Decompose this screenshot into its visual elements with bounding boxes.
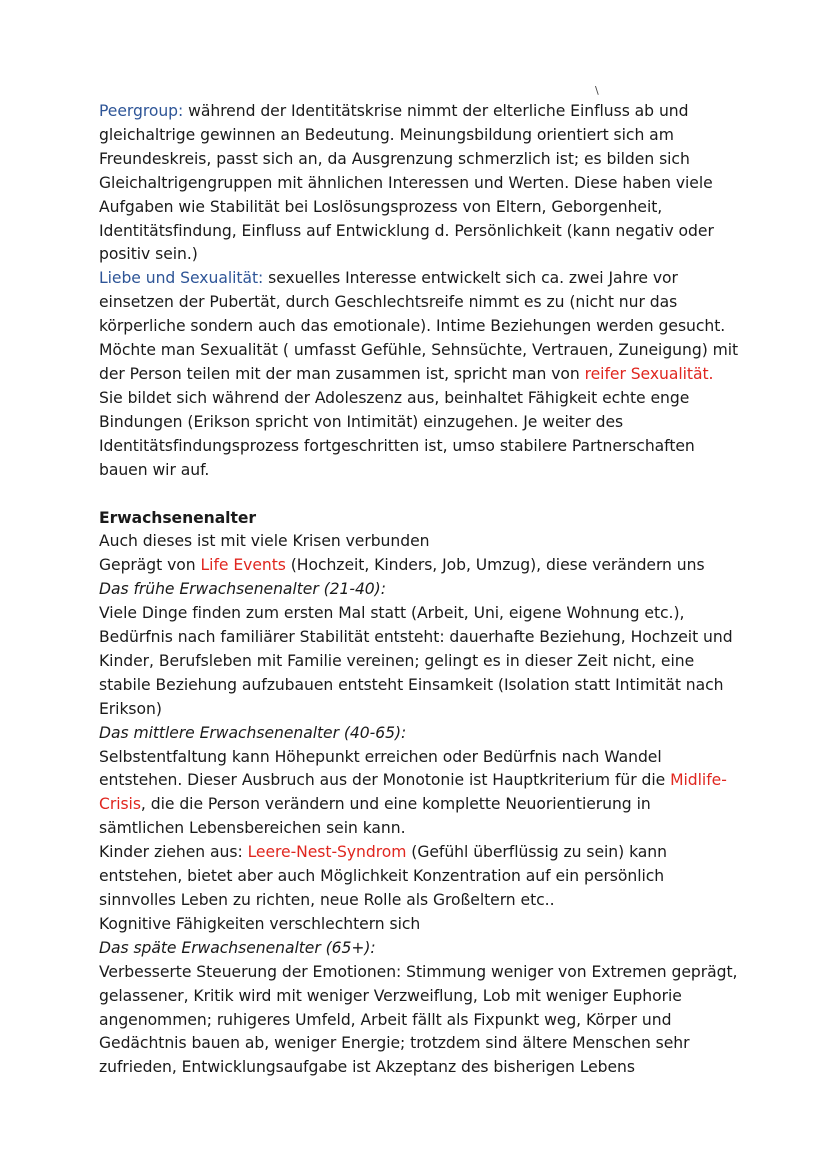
- middle-text-b: , die die Person verändern und eine komplette Neuorientierung in sämtlichen Lebensbereichen sein kann.: [99, 795, 651, 838]
- middle-adulthood-title: Das mittlere Erwachsenenalter (40-65):: [99, 723, 407, 742]
- middle-adulthood-paragraph: [99, 746, 739, 842]
- life-events-text-a: Geprägt von: [99, 556, 201, 575]
- paragraph-spacer: [99, 483, 739, 507]
- peergroup-paragraph: [99, 100, 739, 267]
- leere-nest-syndrom-term: Leere-Nest-Syndrom: [247, 843, 407, 862]
- life-events-line: [99, 554, 739, 578]
- life-events-text-b: (Hochzeit, Kinders, Job, Umzug), diese verändern uns: [285, 556, 705, 575]
- life-events-term: Life Events: [200, 556, 286, 575]
- cognitive-line: Kognitive Fähigkeiten verschlechtern sich: [99, 914, 421, 933]
- peergroup-label: Peergroup:: [99, 102, 184, 120]
- intro-line: Auch dieses ist mit viele Krisen verbunden: [99, 532, 430, 551]
- late-adulthood-title: Das späte Erwachsenenalter (65+):: [99, 938, 376, 957]
- peergroup-text: während der Identitätskrise nimmt der elterliche Einfluss ab und gleichaltrige gewinnen an Bedeutung. Meinungsbildung orientiert sich am Freundeskreis, passt sich an, da Ausgrenzung schmerzlich ist; es bilden sich Gleichaltrigengruppen mit ähnlichen Interessen und Werten. Diese haben viele Aufgaben wie Stabilität bei Loslösungsprozess von Eltern, Geborgenheit, Identitätsfindung, Einfluss auf Entwicklung d. Persönlichkeit (kann negativ oder positiv sein.): [99, 102, 714, 264]
- early-adulthood-text: Viele Dinge finden zum ersten Mal statt (Arbeit, Uni, eigene Wohnung etc.), Bedürfnis nach familiärer Stabilität entsteht: dauerhafte Beziehung, Hochzeit und Kinder, Berufsleben mit Familie vereinen; gelingt es in dieser Zeit nicht, eine stabile Beziehung aufzubauen entsteht Einsamkeit (Isolation statt Intimität nach Erikson): [99, 604, 733, 718]
- liebe-paragraph: [99, 267, 739, 482]
- nest-text-b: (Gefühl überflüssig zu sein) kann entstehen, bietet aber auch Möglichkeit Konzentration auf ein persönlich sinnvolles Leben zu richten, neue Rolle als Großeltern etc..: [99, 843, 667, 909]
- nest-text-a: Kinder ziehen aus:: [99, 843, 248, 862]
- liebe-label: Liebe und Sexualität:: [99, 269, 264, 288]
- section-heading: Erwachsenenalter: [99, 508, 257, 527]
- late-adulthood-text: Verbesserte Steuerung der Emotionen: Stimmung weniger von Extremen geprägt, gelassener, Kritik wird mit weniger Verzweiflung, Lob mit weniger Euphorie angenommen; ruhigeres Umfeld, Arbeit fällt als Fixpunkt weg, Körper und Gedächtnis bauen ab, weniger Energie; trotzdem sind ältere Menschen sehr zufrieden, Entwicklungsaufgabe ist Akzeptanz des bisherigen Lebens: [99, 962, 738, 1077]
- document-body: [99, 100, 739, 1080]
- liebe-text-b: Sie bildet sich während der Adoleszenz aus, beinhaltet Fähigkeit echte enge Bindungen (Erikson spricht von Intimität) einzugehen. Je weiter des Identitätsfindungsprozess fortgeschritten ist, umso stabilere Partnerschaften bauen wir auf.: [99, 388, 695, 479]
- empty-nest-paragraph: [99, 841, 739, 913]
- top-mark: \: [595, 84, 599, 97]
- liebe-text-a: sexuelles Interesse entwickelt sich ca. zwei Jahre vor einsetzen der Pubertät, durch Geschlechtsreife nimmt es zu (nicht nur das körperliche sondern auch das emotionale). Intime Beziehungen werden gesucht. Möchte man Sexualität ( umfasst Gefühle, Sehnsüchte, Vertrauen, Zuneigung) mit der Person teilen mit der man zusammen ist, spricht man von: [99, 269, 739, 383]
- reife-sexualitaet-term: reifer Sexualität.: [584, 364, 714, 383]
- early-adulthood-title: Das frühe Erwachsenenalter (21-40):: [99, 580, 386, 599]
- midlife-crisis-term: Midlife-Crisis: [99, 771, 727, 814]
- middle-text-a: Selbstentfaltung kann Höhepunkt erreichen oder Bedürfnis nach Wandel entstehen. Dieser Ausbruch aus der Monotonie ist Hauptkriterium für die: [99, 747, 671, 790]
